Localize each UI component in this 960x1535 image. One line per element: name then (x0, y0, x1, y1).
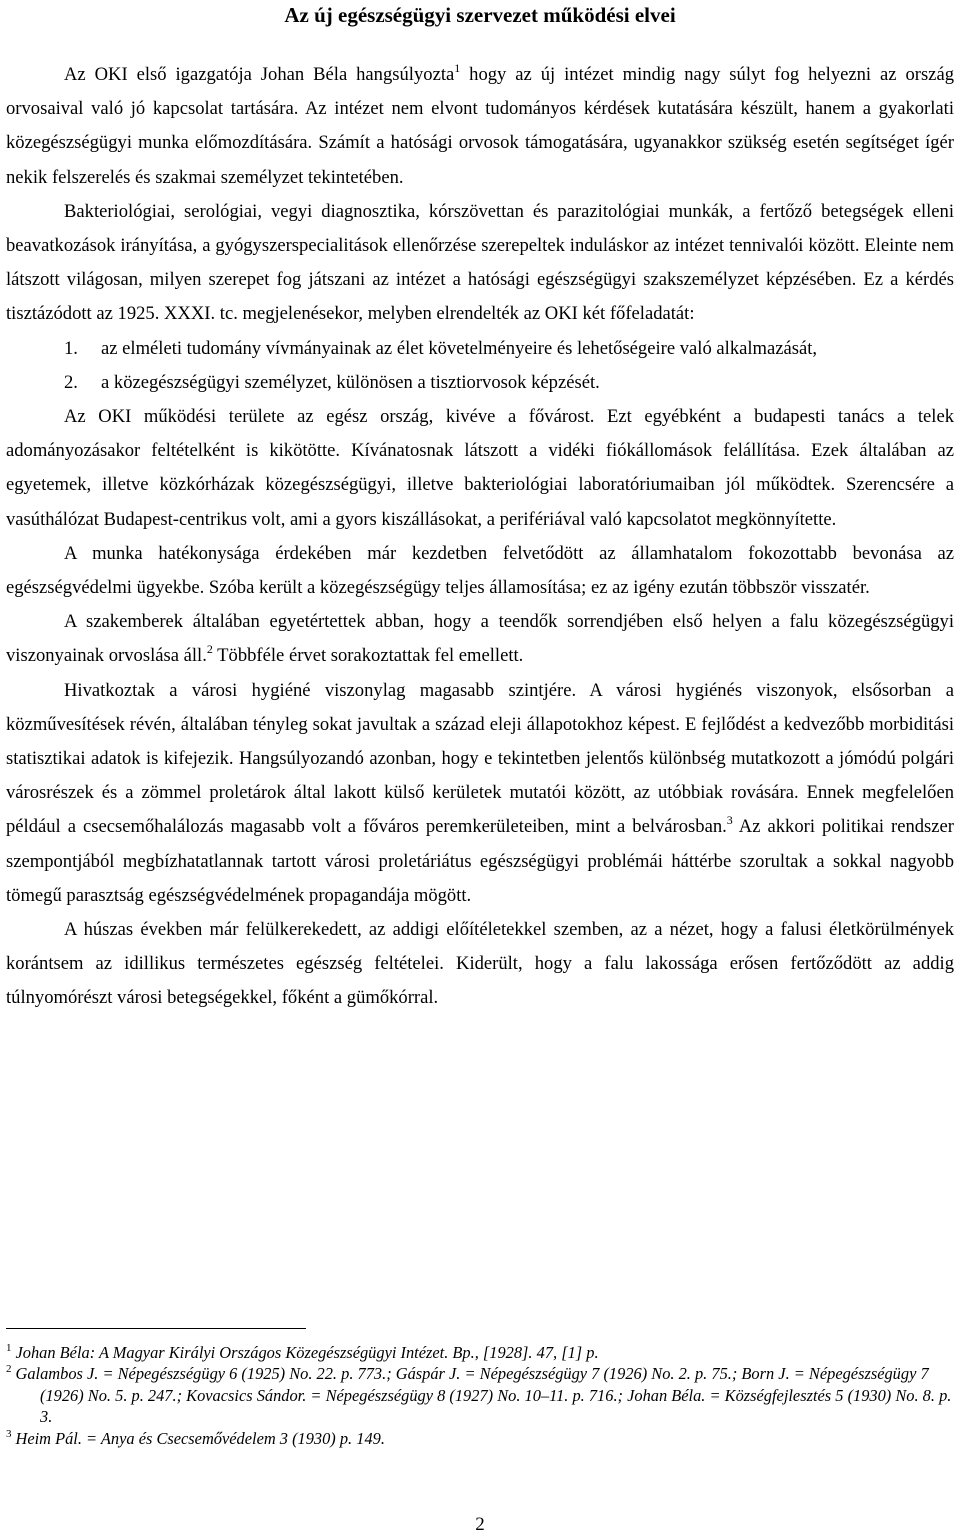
footnote-number: 2 (6, 1363, 12, 1376)
paragraph-7: A húszas években már felülkerekedett, az addigi előítéletekkel szemben, az a nézet, hogy a falusi életkörülmények korántsem az idillikus természetes egészség feltételei. Kiderült, hogy a falu lakossága erősen fertőződött az addig túlnyomórészt városi betegségekkel, főként a gümőkórral. (6, 919, 954, 1009)
footnote-number: 1 (6, 1342, 12, 1354)
paragraph-2: Bakteriológiai, serológiai, vegyi diagnosztika, kórszövettan és parazitológiai munkák, a fertőző betegségek elleni beavatkozások irányítása, a gyógyszerspecialitások ellenőrzése szerepeltek induláskor az intézet tennivalói között. Eleinte nem látszott világosan, milyen szerepet fog játszani az intézet a hatósági egészségügyi szakszemélyzet képzésében. Ez a kérdés tisztázódott az 1925. XXXI. tc. megjelenésekor, melyben elrendelték az OKI két főfeladatát: (6, 200, 954, 325)
page-title: Az új egészségügyi szervezet működési elvei (284, 3, 676, 27)
footnote-separator (6, 1328, 306, 1329)
footnote-ref-2[interactable]: 2 (206, 642, 213, 657)
list-item-text: az elméleti tudomány vívmányainak az élet követelményeire és lehetőségeire való alkalmazását, (101, 337, 818, 359)
paragraph-3: Az OKI működési területe az egész ország, kivéve a fővárost. Ezt egyébként a budapesti tanács a telek adományozásakor feltételként is kikötötte. Kívánatosnak látszott a vidéki fiókállomások felállítása. Ezek általában az egyetemek, illetve közkórházak közegészségügyi, illetve bakteriológiai laboratóriumaiban jól működtek. Szerencsére a vasúthálózat Budapest-centrikus volt, ami a gyors kiszállásokat, a perifériával való kapcsolatot megkönnyítette. (6, 406, 954, 530)
list-item (6, 332, 954, 366)
page-number: 2 (475, 1514, 485, 1535)
list-item-number: 1. (64, 337, 78, 359)
list-item-number: 2. (64, 371, 78, 393)
paragraph-1: Az OKI első igazgatója Johan Béla hangsúlyozta$^1$ hogy az új intézet mindig nagy súlyt fog helyezni az ország orvosaival való jó kapcsolat tartására. Az intézet nem elvont tudományos kérdések kutatására készült, hanem a gyakorlati közegészségügyi munka előmozdítására. Számít a hatósági orvosok támogatására, ugyanakkor szükség esetén segítséget ígér nekik felszerelés és szakmai személyzet tekintetében. (6, 61, 954, 188)
body-text (6, 58, 954, 1016)
footnote-2: $^2$ Galambos J. = Népegészségügy 6 (1925) No. 22. p. 773.; Gáspár J. = Népegészségügy 7 (1926) No. 2. p. 75.; Born J. = Népegészségügy 7 (1926) No. 5. p. 247.; Kovacsics Sándor. = Népegészségügy 8 (1927) No. 10–11. p. 716.; Johan Béla. = Községfejlesztés 5 (1930) No. 8. p. 3. (6, 1363, 952, 1427)
list-item-text: a közegészségügyi személyzet, különösen a tisztiorvosok képzését. (101, 371, 600, 393)
paragraph-6: Hivatkoztak a városi hygiéné viszonylag magasabb szintjére. A városi hygiénés viszonyok, elsősorban a közművesítések révén, általában tényleg sokat javultak a század eleji állapotokhoz képest. E fejlődést a kedvezőbb morbiditási statisztikai adatok is kifejezik. Hangsúlyozandó azonban, hogy e tekintetben jelentős különbség mutatkozott a jómódú polgári városrészek és a zömmel proletárok által lakott külső kerületek mutatói között, az utóbbiak rovására. Ennek megfelelően például a csecsemőhalálozás magasabb volt a főváros peremkerületeiben, mint a belvárosban.$^3$ Az akkori politikai rendszer szempontjából megbízhatatlannak tartott városi proletáriátus egészségügyi problémái háttérbe szorultak a sokkal nagyobb tömegű parasztság egészségvédelmének propagandája mögött. (6, 679, 954, 906)
list-item (6, 366, 954, 400)
footnote-3: $^3$ Heim Pál. = Anya és Csecsemővédelem 3 (1930) p. 149. (6, 1427, 385, 1448)
task-list (6, 332, 954, 400)
footnote-1: $^1$ Johan Béla: A Magyar Királyi Országos Közegészségügyi Intézet. Bp., [1928]. 47, [1] p. (6, 1342, 599, 1362)
paragraph-4: A munka hatékonysága érdekében már kezdetben felvetődött az államhatalom fokozottabb bevonása az egészségvédelmi ügyekbe. Szóba került a közegészségügy teljes államosítása; ez az igény ezután többször visszatér. (6, 542, 954, 599)
footnotes (6, 1342, 954, 1449)
footnote-ref-3[interactable]: 3 (726, 813, 733, 828)
footnote-ref-1[interactable]: 1 (454, 61, 461, 75)
paragraph-5: A szakemberek általában egyetértettek abban, hogy a teendők sorrendjében első helyen a falu közegészségügyi viszonyainak orvoslása áll.$^2$ Többféle érvet sorakoztattak fel emellett. (6, 611, 954, 667)
footnote-number: 3 (6, 1427, 12, 1440)
